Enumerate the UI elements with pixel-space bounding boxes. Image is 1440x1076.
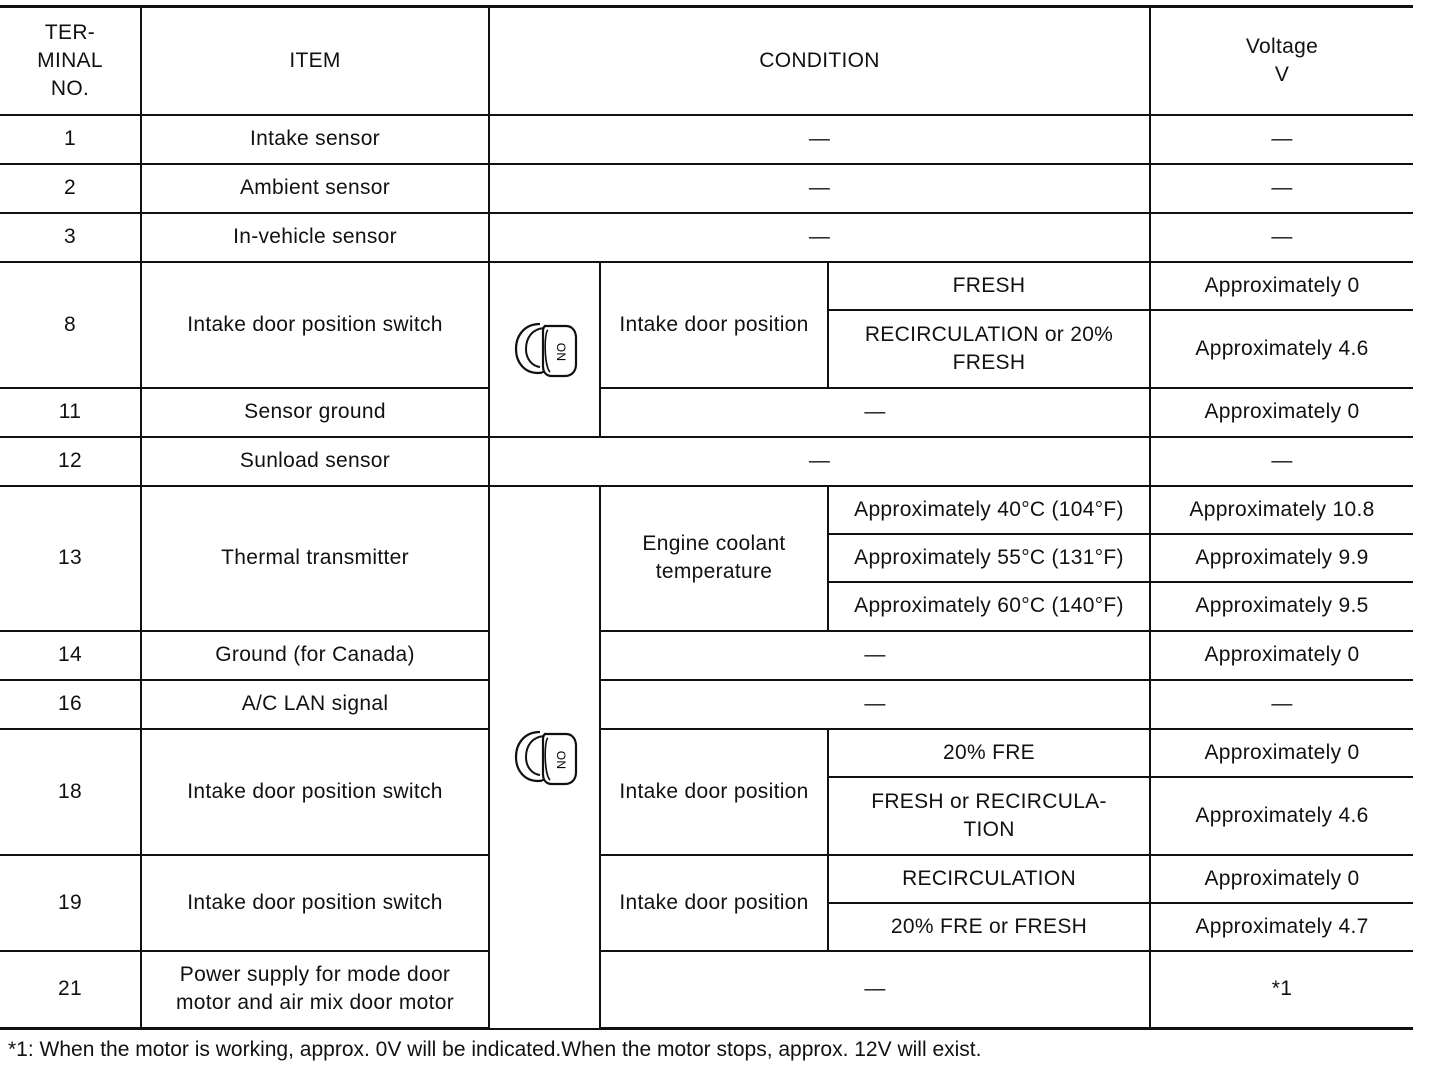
terminal-no: 2 (0, 164, 141, 213)
condition-state: 20% FRE (828, 729, 1150, 777)
header-terminal-no: TER- MINAL NO. (0, 7, 141, 115)
terminal-table (0, 5, 1413, 1030)
header-item: ITEM (141, 7, 489, 115)
item: Sunload sensor (141, 437, 489, 486)
table-row (0, 729, 1413, 777)
condition-state: Approximately 55°C (131°F) (828, 534, 1150, 582)
condition: — (489, 437, 1150, 486)
terminal-no: 19 (0, 855, 141, 951)
condition: — (489, 115, 1150, 164)
item: In-vehicle sensor (141, 213, 489, 262)
item: Thermal transmitter (141, 486, 489, 631)
voltage: Approximately 9.9 (1150, 534, 1413, 582)
voltage: *1 (1150, 951, 1413, 1029)
terminal-no: 3 (0, 213, 141, 262)
terminal-no: 1 (0, 115, 141, 164)
table-row (0, 631, 1413, 680)
terminal-no: 18 (0, 729, 141, 855)
condition-state: Approximately 40°C (104°F) (828, 486, 1150, 534)
condition: Engine coolant temperature (600, 486, 828, 631)
item: Intake door position switch (141, 729, 489, 855)
ignition-key-cell (489, 262, 600, 437)
item: Intake door position switch (141, 262, 489, 388)
table-row (0, 437, 1413, 486)
item: Ground (for Canada) (141, 631, 489, 680)
voltage: Approximately 4.6 (1150, 310, 1413, 388)
condition: — (489, 164, 1150, 213)
voltage: Approximately 10.8 (1150, 486, 1413, 534)
item: Sensor ground (141, 388, 489, 437)
table-row (0, 262, 1413, 310)
condition-state: Approximately 60°C (140°F) (828, 582, 1150, 631)
terminal-no: 8 (0, 262, 141, 388)
voltage: Approximately 0 (1150, 855, 1413, 903)
condition: — (489, 213, 1150, 262)
voltage: — (1150, 680, 1413, 729)
item: Ambient sensor (141, 164, 489, 213)
item: Power supply for mode door motor and air mix door motor (141, 951, 489, 1029)
condition: — (600, 951, 1150, 1029)
condition-state: RECIRCULATION (828, 855, 1150, 903)
voltage: — (1150, 164, 1413, 213)
condition-state: FRESH (828, 262, 1150, 310)
terminal-no: 14 (0, 631, 141, 680)
table-row (0, 486, 1413, 534)
table-row (0, 115, 1413, 164)
item: Intake sensor (141, 115, 489, 164)
item: Intake door position switch (141, 855, 489, 951)
ignition-on-key-icon (510, 724, 580, 790)
ignition-key-cell (489, 486, 600, 1029)
table-row (0, 213, 1413, 262)
item: A/C LAN signal (141, 680, 489, 729)
condition: Intake door position (600, 855, 828, 951)
table-row (0, 388, 1413, 437)
header-row (0, 7, 1413, 115)
condition: Intake door position (600, 729, 828, 855)
table-row (0, 951, 1413, 1029)
terminal-no: 21 (0, 951, 141, 1029)
terminal-no: 16 (0, 680, 141, 729)
ignition-on-key-icon (510, 316, 580, 382)
voltage: Approximately 4.6 (1150, 777, 1413, 855)
voltage: Approximately 0 (1150, 388, 1413, 437)
voltage: — (1150, 213, 1413, 262)
table-row (0, 164, 1413, 213)
header-condition: CONDITION (489, 7, 1150, 115)
condition: — (600, 388, 1150, 437)
condition: Intake door position (600, 262, 828, 388)
condition: — (600, 631, 1150, 680)
voltage: — (1150, 115, 1413, 164)
terminal-no: 13 (0, 486, 141, 631)
table-row (0, 855, 1413, 903)
voltage: Approximately 0 (1150, 631, 1413, 680)
footnote: *1: When the motor is working, approx. 0V will be indicated.When the motor stops, approx. 12V will exist. (8, 1038, 982, 1061)
table-row (0, 680, 1413, 729)
ignition-on-label: ON (553, 342, 568, 362)
voltage: Approximately 0 (1150, 262, 1413, 310)
voltage: — (1150, 437, 1413, 486)
terminal-no: 12 (0, 437, 141, 486)
header-voltage: Voltage V (1150, 7, 1413, 115)
condition: — (600, 680, 1150, 729)
ignition-on-label: ON (553, 750, 568, 770)
condition-state: FRESH or RECIRCULA- TION (828, 777, 1150, 855)
voltage: Approximately 9.5 (1150, 582, 1413, 631)
condition-state: RECIRCULATION or 20% FRESH (828, 310, 1150, 388)
terminal-no: 11 (0, 388, 141, 437)
voltage: Approximately 0 (1150, 729, 1413, 777)
condition-state: 20% FRE or FRESH (828, 903, 1150, 951)
voltage: Approximately 4.7 (1150, 903, 1413, 951)
